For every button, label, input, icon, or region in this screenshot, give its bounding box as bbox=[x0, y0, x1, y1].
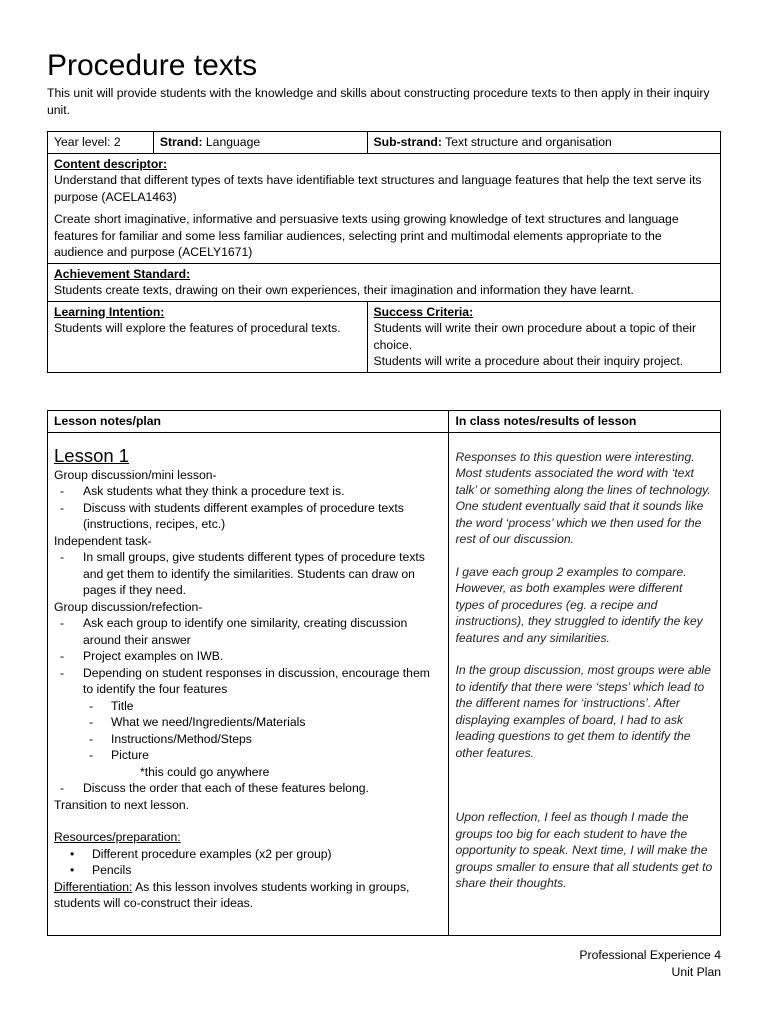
achievement-label: Achievement Standard: bbox=[54, 266, 191, 281]
group-discussion-list bbox=[54, 483, 442, 533]
content-descriptor-label: Content descriptor: bbox=[54, 156, 168, 171]
learning-intention-cell bbox=[48, 301, 368, 372]
differentiation-label: Differentiation: bbox=[54, 879, 133, 894]
learning-intention-label: Learning Intention: bbox=[54, 304, 165, 319]
independent-task-heading: Independent task- bbox=[54, 533, 152, 548]
content-descriptor-cell bbox=[48, 153, 721, 263]
intro-text: This unit will provide students with the knowledge and skills about constructing procedure texts to then apply in their inquiry unit. bbox=[47, 86, 710, 117]
feature-item: - Picture bbox=[83, 747, 442, 764]
content-descriptor-2: Create short imaginative, informative and persuasive texts using growing knowledge of text structures and language features for familiar and some less familiar audiences, selecting print and multimodal elements appropriate to the audience and purpose (ACELY1671) bbox=[54, 212, 679, 259]
features-note: *this could go anywhere bbox=[140, 764, 270, 779]
year-level-cell: Year level: 2 bbox=[48, 132, 154, 154]
lesson-table bbox=[47, 410, 721, 936]
success-criteria-2: Students will write a procedure about their inquiry project. bbox=[373, 354, 684, 368]
sub-strand-cell: Sub-strand: Text structure and organisation bbox=[367, 132, 720, 154]
success-criteria-label: Success Criteria: bbox=[373, 304, 474, 319]
page-footer bbox=[579, 947, 721, 980]
list-item: - Discuss with students different examples of procedure texts (instructions, recipes, etc.) bbox=[54, 500, 442, 533]
list-item: • Different procedure examples (x2 per group) bbox=[54, 846, 442, 863]
class-note-3: In the group discussion, most groups were able to identify that there were ‘steps’ which lead to the different names for ‘instructions’. After displaying examples of board, I had to ask leading questions to get them to identify the other features. bbox=[455, 663, 711, 760]
intention-row bbox=[48, 301, 721, 372]
feature-item: - Instructions/Method/Steps bbox=[83, 731, 442, 748]
page-title: Procedure texts bbox=[47, 49, 258, 82]
reflection-list bbox=[54, 615, 442, 797]
overview-table bbox=[47, 131, 721, 373]
class-notes-header: In class notes/results of lesson bbox=[449, 411, 721, 433]
list-item: - In small groups, give students different types of procedure texts and get them to identify the similarities. Students can draw on pages if they need. bbox=[54, 549, 442, 599]
achievement-cell bbox=[48, 263, 721, 301]
class-note-4: Upon reflection, I feel as though I made the groups too big for each student to have the opportunity to speak. Next time, I will make the groups smaller to ensure that all students get to share their thoughts. bbox=[455, 810, 713, 890]
resources-list bbox=[54, 846, 442, 879]
strand-cell: Strand: Language bbox=[153, 132, 367, 154]
list-item: - Ask students what they think a procedure text is. bbox=[54, 483, 442, 500]
list-item: - Discuss the order that each of these features belong. bbox=[54, 780, 442, 797]
features-list bbox=[83, 698, 442, 764]
transition-text: Transition to next lesson. bbox=[54, 797, 190, 812]
lesson-plan-header: Lesson notes/plan bbox=[48, 411, 449, 433]
overview-row-levels bbox=[48, 132, 721, 154]
group-discussion-heading: Group discussion/mini lesson- bbox=[54, 467, 217, 482]
independent-task-list bbox=[54, 549, 442, 599]
learning-intention-text: Students will explore the features of procedural texts. bbox=[54, 321, 341, 335]
lesson-plan-cell bbox=[48, 432, 449, 935]
list-item: - Depending on student responses in discussion, encourage them to identify the four features - Title - What we need/Ingredients/Materials - Instructions/Method/Steps - Picture *this could go anywhere bbox=[54, 665, 442, 781]
class-notes-cell bbox=[449, 432, 721, 935]
footer-line-1: Professional Experience 4 bbox=[579, 948, 721, 962]
list-item: - Project examples on IWB. bbox=[54, 648, 442, 665]
lesson-title: Lesson 1 bbox=[54, 444, 130, 466]
success-criteria-1: Students will write their own procedure about a topic of their choice. bbox=[373, 321, 697, 352]
feature-item: - What we need/Ingredients/Materials bbox=[83, 714, 442, 731]
success-criteria-cell bbox=[367, 301, 720, 372]
achievement-row bbox=[48, 263, 721, 301]
class-note-2: I gave each group 2 examples to compare. However, as both examples were different types of procedures (eg. a recipe and instructions), they struggled to identify the key features and any similarities. bbox=[455, 564, 703, 645]
list-item: • Pencils bbox=[54, 862, 442, 879]
differentiation-text: Differentiation: As this lesson involves students working in groups, students will co-construct their ideas. bbox=[54, 879, 410, 910]
feature-item: - Title bbox=[83, 698, 442, 715]
footer-line-2: Unit Plan bbox=[671, 964, 721, 979]
lesson-row bbox=[48, 432, 721, 935]
class-note-1: Responses to this question were interesting. Most students associated the word with ‘text talk’ or something along the lines of technology. One student eventually said that it sounds like the word ‘process’ which we then used for the rest of our discussion. bbox=[455, 449, 711, 546]
list-item: - Ask each group to identify one similarity, creating discussion around their answer bbox=[54, 615, 442, 648]
content-descriptor-1: Understand that different types of texts have identifiable text structures and language features that help the text serve its purpose (ACELA1463) bbox=[54, 173, 702, 204]
reflection-heading: Group discussion/refection- bbox=[54, 599, 203, 614]
achievement-text: Students create texts, drawing on their own experiences, their imagination and information they have learnt. bbox=[54, 283, 634, 297]
lesson-table-header bbox=[48, 411, 721, 433]
content-descriptor-row bbox=[48, 153, 721, 263]
resources-label: Resources/preparation: bbox=[54, 830, 181, 844]
